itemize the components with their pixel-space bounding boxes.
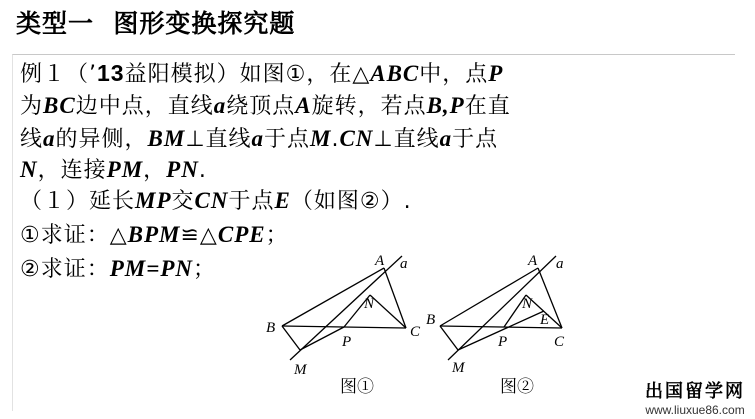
label-a: A bbox=[375, 253, 385, 269]
label-n: N bbox=[364, 296, 375, 312]
geometry-figure-2 bbox=[424, 250, 596, 380]
label-b: B bbox=[266, 320, 276, 336]
geometry-figure-1 bbox=[260, 250, 432, 380]
watermark-url: www.liuxue86.com bbox=[645, 403, 745, 417]
figure-1-caption: 图① bbox=[340, 377, 374, 396]
problem-line-7: ②求证：PM=PN； bbox=[20, 256, 217, 282]
label-m: M bbox=[294, 362, 307, 378]
label-p: P bbox=[342, 334, 352, 350]
watermark bbox=[645, 377, 745, 417]
label-e: E bbox=[540, 312, 550, 328]
segment-bm bbox=[440, 326, 458, 350]
label-n: N bbox=[522, 296, 533, 312]
watermark-brand: 出国留学网 bbox=[645, 381, 745, 401]
label-c: C bbox=[410, 324, 421, 340]
problem-line-6: ①求证：△BPM≌△CPE； bbox=[20, 222, 289, 248]
label-c: C bbox=[554, 334, 565, 350]
problem-line-5: （１）延长MP交CN于点E（如图②）. bbox=[20, 188, 412, 214]
figure-2-caption: 图② bbox=[500, 377, 534, 396]
problem-line-2: 为BC边中点，直线a绕顶点A旋转，若点B,P在直 bbox=[20, 93, 511, 119]
problem-line-3: 线a的异侧，BM⊥直线a于点M.CN⊥直线a于点 bbox=[20, 126, 499, 152]
problem-line-4: N，连接PM，PN. bbox=[20, 157, 207, 183]
segment-ac bbox=[384, 268, 406, 328]
label-m: M bbox=[452, 360, 465, 376]
label-p: P bbox=[498, 334, 508, 350]
problem-line-1: 例１（’13益阳模拟）如图①，在△ABC中，点P bbox=[20, 60, 504, 87]
section-heading: 类型一 图形变换探究题 bbox=[16, 9, 296, 38]
label-a: A bbox=[528, 253, 538, 269]
label-line-a: a bbox=[400, 256, 408, 272]
segment-bm bbox=[282, 326, 300, 350]
label-line-a: a bbox=[556, 256, 564, 272]
label-b: B bbox=[426, 312, 436, 328]
